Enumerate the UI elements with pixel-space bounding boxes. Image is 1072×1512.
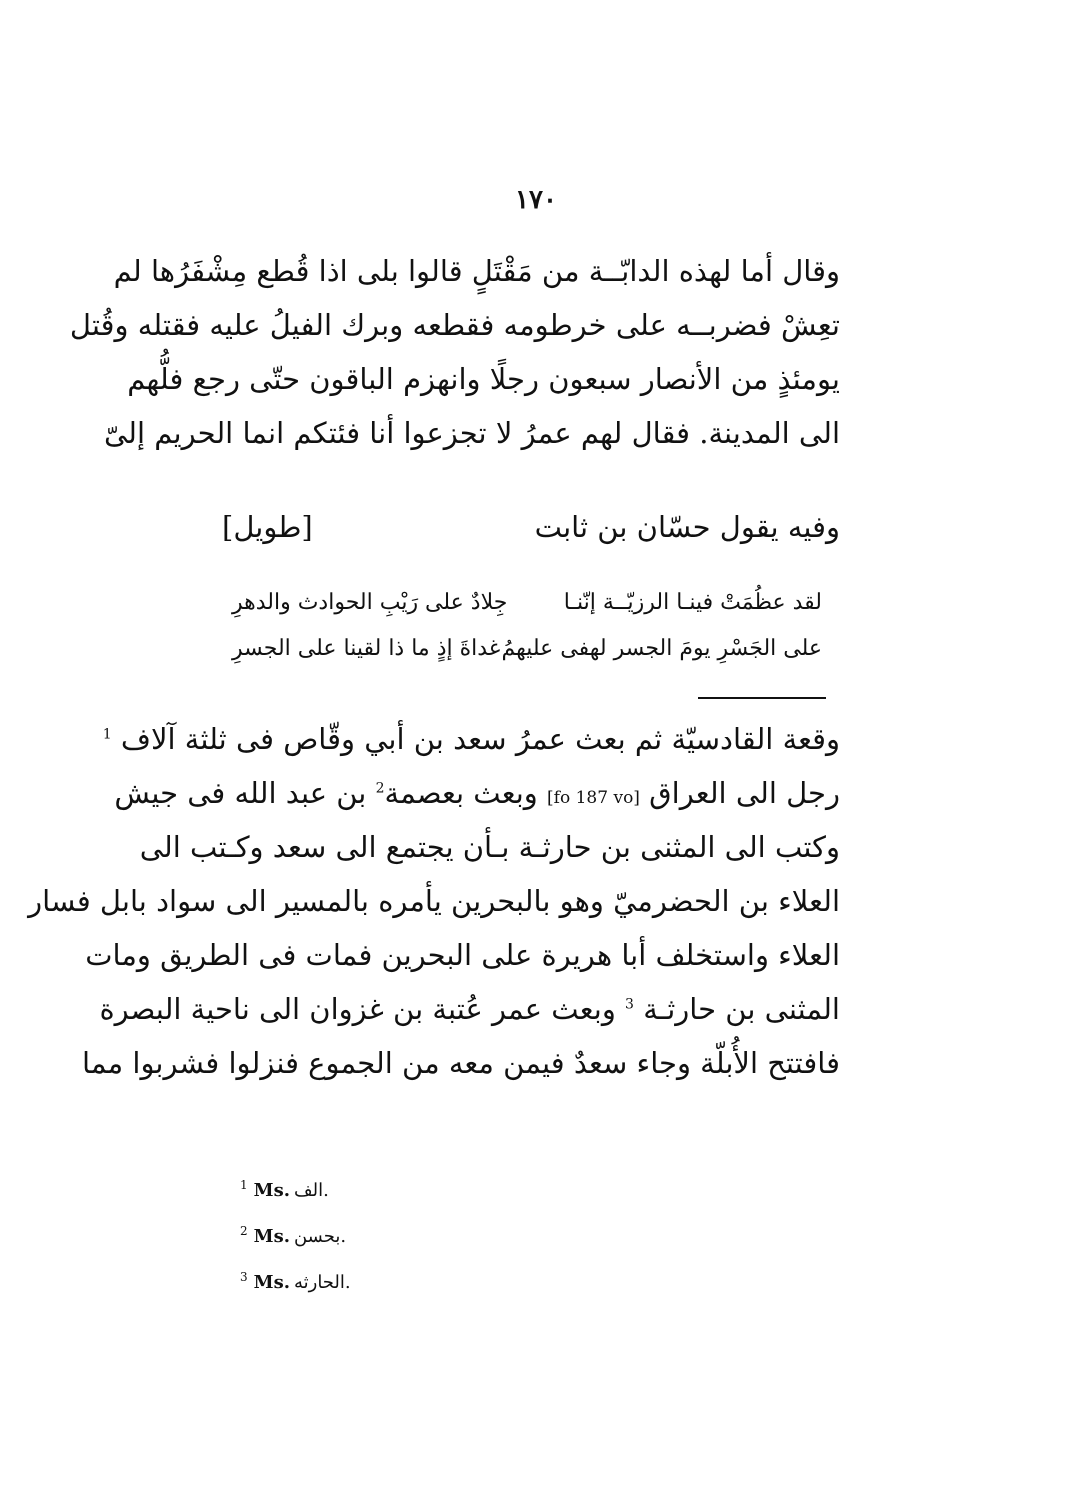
text-line <box>114 766 840 820</box>
text-segment: وبعث عمر عُتبة بن غزوان الى ناحية البصرة <box>99 992 616 1026</box>
footnote-reference: 1 <box>102 726 112 743</box>
poem-attribution: وفيه يقول حسّان بن ثابت <box>534 510 840 544</box>
poem-verse <box>232 580 822 626</box>
poem-meter: [طويل] <box>222 510 313 544</box>
verse-second-hemistich: غداةَ إذٍ ما ذا لقينا على الجسرِ <box>232 636 501 661</box>
verse-first-hemistich: لقد عظُمَتْ فينـا الرزيّــة إنّنـا <box>563 590 822 615</box>
text-line: وكتب الى المثنى بن حارثـة بـأن يجتمع الى سعد وكـتب الى <box>139 830 840 864</box>
text-line: يومئذٍ من الأنصار سبعون رجلًا وانهزم الباقون حتّى رجع فلُّهم <box>127 362 840 396</box>
text-line: العلاء بن الحضرميّ وهو بالبحرين يأمره بالمسير الى سواد بابل فسار <box>28 884 840 918</box>
text-segment: وقعة القادسيّة ثم بعث عمرُ سعد بن أبي وقّاص فى ثلثة آلاف <box>120 722 840 756</box>
text-segment: بن عبد الله فى جيش <box>114 776 367 810</box>
footnote-reference: 2 <box>375 780 385 797</box>
text-line: وقال أما لهذه الدابّــة من مَقْتَلٍ قالوا بلى اذا قُطع مِشْفَرُها لم <box>113 254 840 288</box>
text-segment: وبعث بعصمة <box>384 776 538 810</box>
page-number: ١٧٠ <box>515 185 557 215</box>
footnote <box>240 1208 540 1254</box>
footnote-reading: بحسن. <box>293 1226 347 1247</box>
poem-introduction <box>222 500 840 554</box>
footnote <box>240 1254 540 1300</box>
folio-reference: [fo 187 vo] <box>547 788 640 808</box>
text-line: تعِشْ فضربــه على خرطومه فقطعه وبرك الفيلُ عليه فقتله وقُتل <box>69 308 840 342</box>
text-segment: رجل الى العراق <box>649 776 840 810</box>
footnote-mark: 1 <box>240 1178 248 1192</box>
footnote-reading: الف. <box>293 1180 329 1201</box>
footnote-reference: 3 <box>625 996 634 1013</box>
intro-paragraph <box>69 244 840 460</box>
verse-second-hemistich: جِلادٌ على رَيْبِ الحوادث والدهرِ <box>232 590 508 615</box>
verse-first-hemistich: على الجَسْرِ يومَ الجسر لهفى عليهمُ <box>501 636 822 661</box>
footnote-mark: 3 <box>240 1270 248 1284</box>
main-paragraph <box>28 712 840 1090</box>
text-line: الى المدينة. فقال لهم عمرُ لا تجزعوا أنا فئتكم انما الحريم إلىّ <box>103 416 840 450</box>
footnote-mark: 2 <box>240 1224 248 1238</box>
footnote-label: Ms. <box>253 1226 290 1247</box>
footnote <box>240 1162 540 1208</box>
footnote-label: Ms. <box>253 1180 290 1201</box>
footnotes <box>240 1162 540 1300</box>
section-divider <box>698 697 826 699</box>
poem <box>232 580 822 672</box>
footnote-label: Ms. <box>253 1272 290 1293</box>
text-line <box>99 982 840 1036</box>
text-line: العلاء واستخلف أبا هريرة على البحرين فمات فى الطريق ومات <box>85 938 840 972</box>
text-segment: المثنى بن حارثـة <box>643 992 840 1026</box>
text-line <box>102 712 840 766</box>
poem-verse <box>232 626 822 672</box>
footnote-reading: الحارثه. <box>293 1272 351 1293</box>
text-line: فافتتح الأُبلّة وجاء سعدٌ فيمن معه من الجموع فنزلوا فشربوا مما <box>82 1046 840 1080</box>
